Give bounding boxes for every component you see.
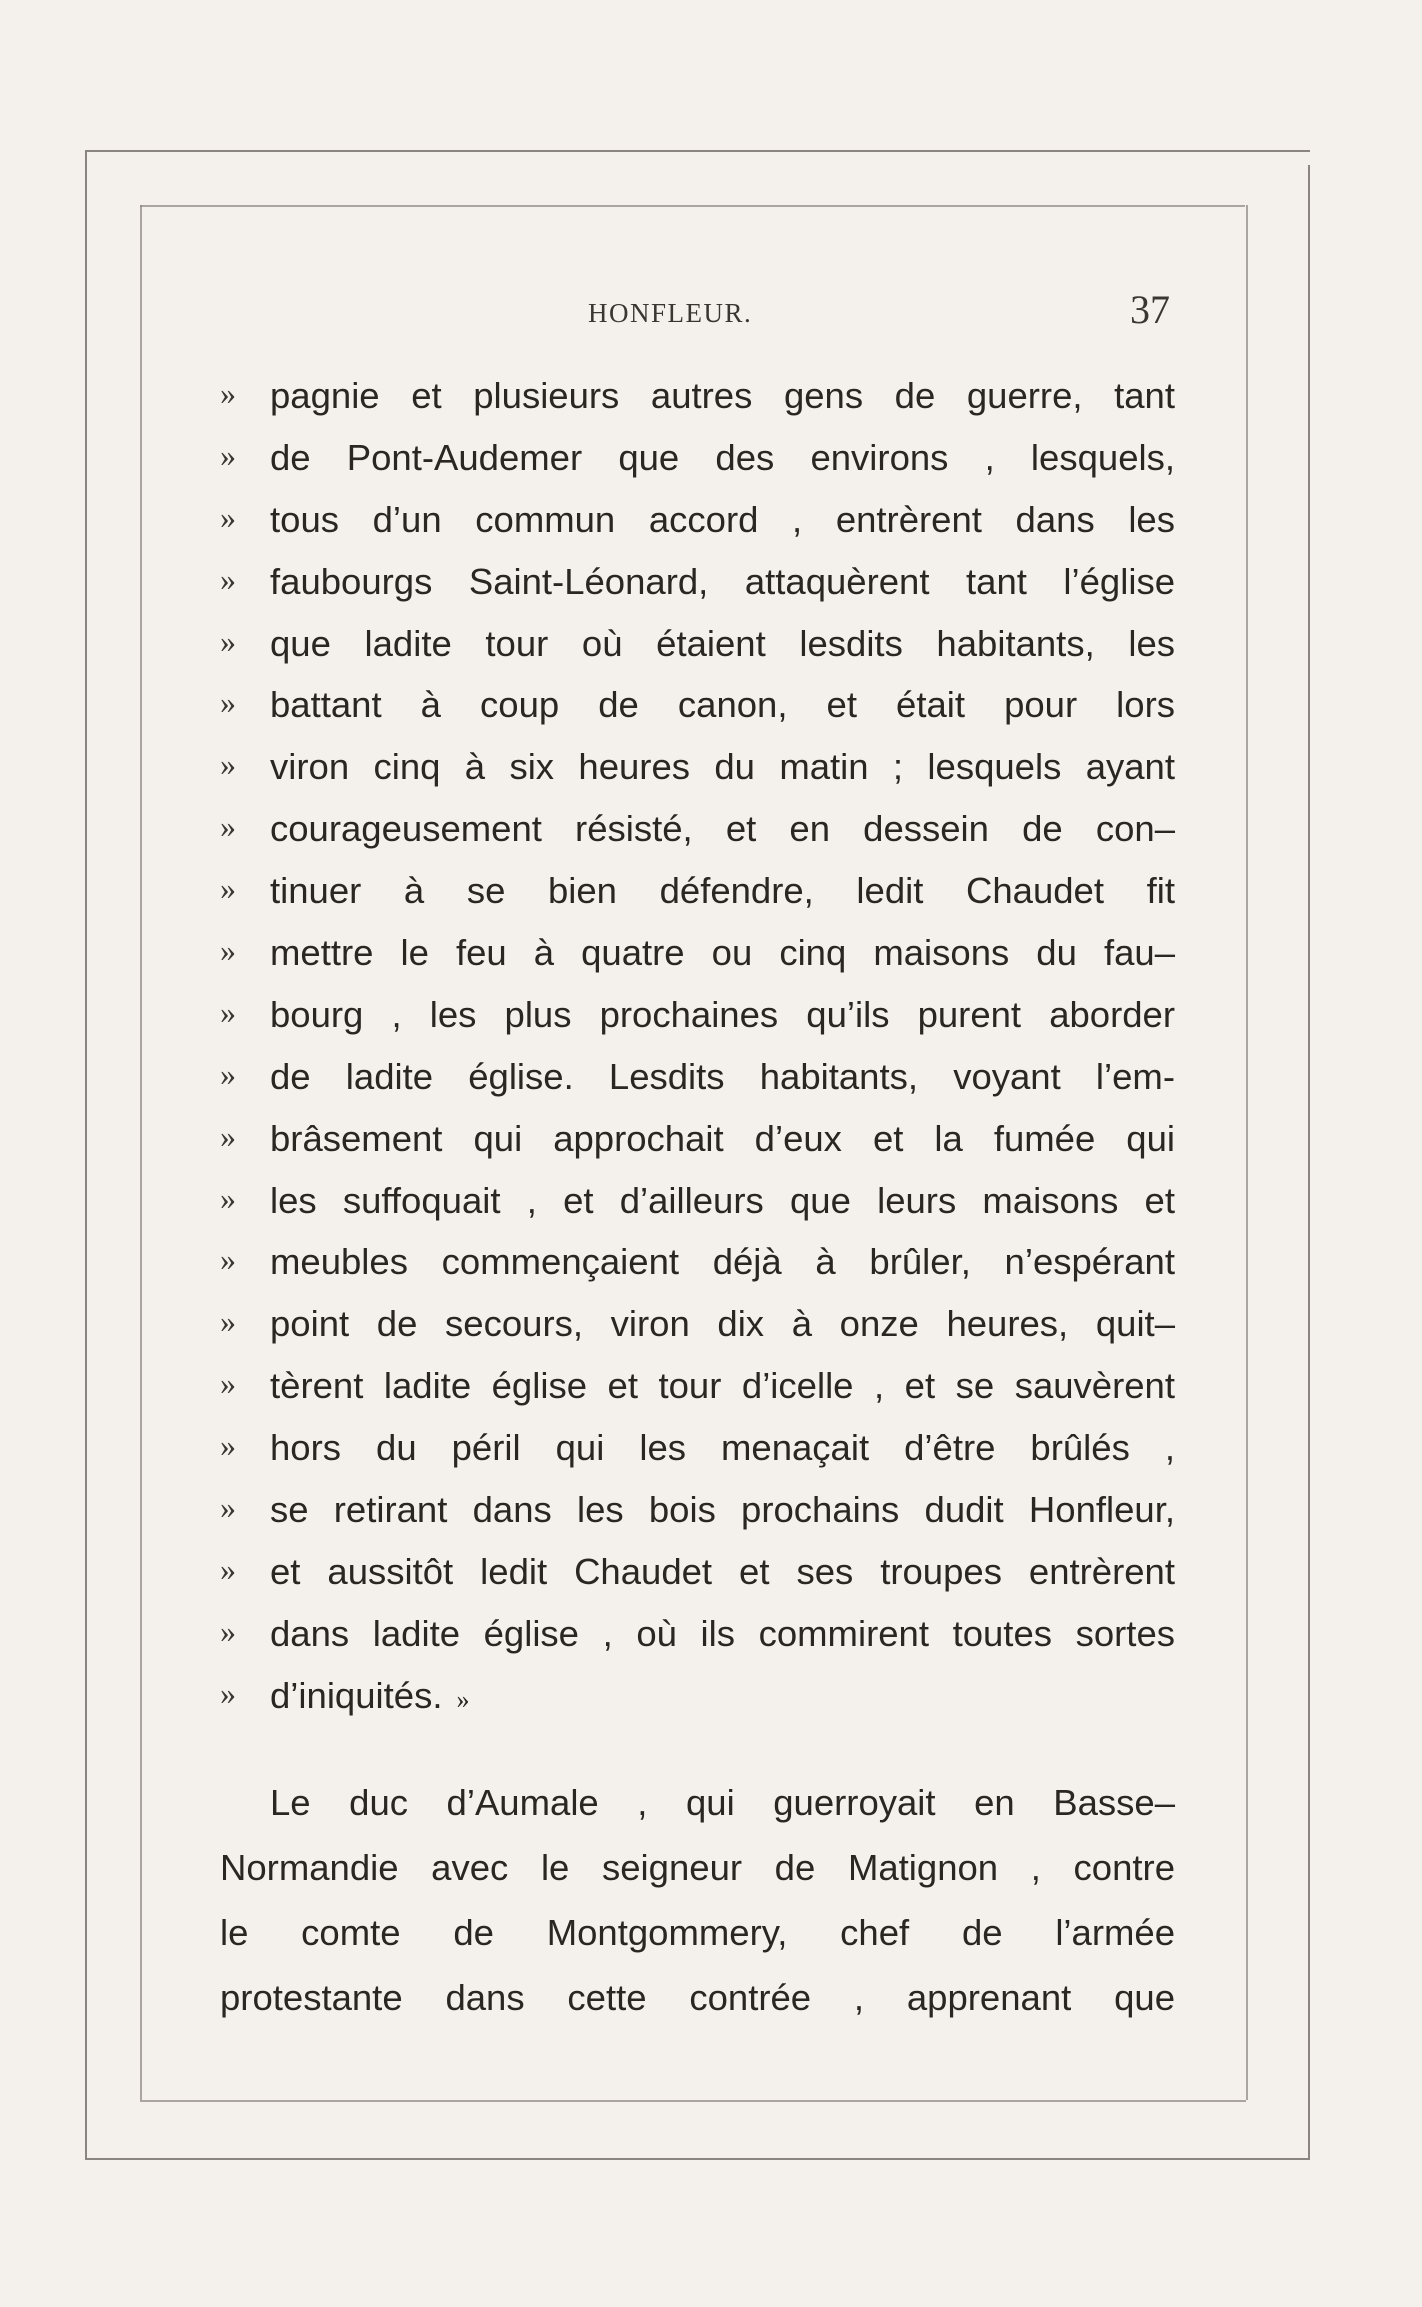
- quoted-passage: [220, 365, 1175, 1727]
- quote-line-text: meubles commençaient déjà à brûler, n’espérant: [270, 1241, 1175, 1283]
- quote-mark: »: [220, 1179, 236, 1216]
- quote-line-text: viron cinq à six heures du matin ; lesquels ayant: [270, 746, 1175, 788]
- quote-line-text: hors du péril qui les menaçait d’être brûlés ,: [270, 1427, 1175, 1469]
- frame-inner-bottom-line: [140, 2100, 1246, 2102]
- quote-line-text: courageusement résisté, et en dessein de con–: [270, 808, 1175, 850]
- quote-line: [220, 1541, 1175, 1603]
- quote-line-text: tèrent ladite église et tour d’icelle , et se sauvèrent: [270, 1365, 1175, 1407]
- quote-line-text: tous d’un commun accord , entrèrent dans les: [270, 498, 1175, 540]
- quote-line: [220, 1417, 1175, 1479]
- quote-line: [220, 860, 1175, 922]
- quote-line-text: tinuer à se bien défendre, ledit Chaudet fit: [270, 870, 1175, 912]
- quote-line: [220, 922, 1175, 984]
- quote-line-text: de Pont-Audemer que des environs , lesquels,: [270, 436, 1175, 478]
- quote-mark: »: [220, 1489, 236, 1526]
- quote-line: [220, 613, 1175, 675]
- closing-quote-mark: »: [456, 1684, 470, 1714]
- quote-mark: »: [220, 1055, 236, 1092]
- quote-line: [220, 798, 1175, 860]
- quote-mark: »: [220, 684, 236, 721]
- page-number: 37: [1130, 287, 1170, 332]
- quote-line-text: que ladite tour où étaient lesdits habitants, les: [270, 622, 1175, 664]
- paragraph-line: protestante dans cette contrée , apprenant que: [220, 1977, 1175, 2018]
- frame-inner-left-line: [140, 205, 142, 2100]
- quote-mark: »: [220, 1303, 236, 1340]
- quote-line-text: les suffoquait , et d’ailleurs que leurs maisons et: [270, 1179, 1175, 1221]
- page-header: [220, 287, 1170, 340]
- quote-mark: »: [220, 1674, 236, 1711]
- paragraph-line: le comte de Montgommery, chef de l’armée: [220, 1912, 1175, 1953]
- frame-left-line: [85, 150, 87, 2160]
- frame-bottom-line: [85, 2158, 1310, 2160]
- quote-mark: »: [220, 870, 236, 907]
- quote-line-text: pagnie et plusieurs autres gens de guerre, tant: [270, 375, 1175, 416]
- quote-line: [220, 1231, 1175, 1293]
- frame-right-line: [1308, 165, 1310, 2160]
- quote-mark: »: [220, 808, 236, 845]
- quote-line-text: mettre le feu à quatre ou cinq maisons du fau–: [270, 932, 1175, 974]
- quote-mark: »: [220, 1612, 236, 1649]
- running-title: HONFLEUR.: [588, 298, 753, 328]
- quote-mark: »: [220, 746, 236, 783]
- quote-line: [220, 1479, 1175, 1541]
- frame-top-line: [85, 150, 1310, 152]
- quote-mark: »: [220, 1550, 236, 1587]
- quote-line: [220, 1108, 1175, 1170]
- frame-inner-top-line: [140, 205, 1245, 207]
- quote-line: [220, 736, 1175, 798]
- quote-line-text: bourg , les plus prochaines qu’ils purent aborder: [270, 993, 1175, 1035]
- quote-mark: »: [220, 622, 236, 659]
- quote-mark: »: [220, 498, 236, 535]
- quote-line-text: et aussitôt ledit Chaudet et ses troupes entrèrent: [270, 1550, 1175, 1592]
- quote-mark: »: [220, 1241, 236, 1278]
- quote-line: [220, 1603, 1175, 1665]
- quote-line-text: dans ladite église , où ils commirent toutes sortes: [270, 1612, 1175, 1654]
- quote-line-text-final: [270, 1665, 1175, 1731]
- quote-line: [220, 551, 1175, 613]
- quote-line-text: point de secours, viron dix à onze heures, quit–: [270, 1303, 1175, 1345]
- quote-line: [220, 489, 1175, 551]
- quote-mark: »: [220, 1365, 236, 1402]
- quote-line-text: brâsement qui approchait d’eux et la fumée qui: [270, 1117, 1175, 1159]
- quote-mark: »: [220, 436, 236, 473]
- quote-mark: »: [220, 375, 236, 411]
- quote-line: [220, 1293, 1175, 1355]
- quote-line: [220, 1046, 1175, 1108]
- quote-mark: »: [220, 932, 236, 969]
- paragraph-line: Normandie avec le seigneur de Matignon , contre: [220, 1847, 1175, 1888]
- body-paragraph: [220, 1770, 1175, 2030]
- quote-line-text: faubourgs Saint-Léonard, attaquèrent tant l’église: [270, 560, 1175, 602]
- quote-line: [220, 1170, 1175, 1232]
- quote-line-text: de ladite église. Lesdits habitants, voyant l’em-: [270, 1055, 1175, 1097]
- quote-line-text: battant à coup de canon, et était pour lors: [270, 684, 1175, 726]
- quote-line: [220, 1355, 1175, 1417]
- quote-mark: »: [220, 560, 236, 597]
- quote-line: [220, 984, 1175, 1046]
- quote-line-text: se retirant dans les bois prochains dudit Honfleur,: [270, 1489, 1175, 1531]
- quote-mark: »: [220, 1117, 236, 1154]
- quote-mark: »: [220, 993, 236, 1030]
- quote-mark: »: [220, 1427, 236, 1464]
- quote-line: [220, 427, 1175, 489]
- quote-line: [220, 365, 1175, 427]
- quote-line: [220, 674, 1175, 736]
- quote-line: [220, 1665, 1175, 1727]
- frame-inner-right-line: [1246, 205, 1248, 2100]
- quote-final-text: d’iniquités.: [270, 1674, 443, 1716]
- paragraph-line: Le duc d’Aumale , qui guerroyait en Basse–: [270, 1782, 1175, 1823]
